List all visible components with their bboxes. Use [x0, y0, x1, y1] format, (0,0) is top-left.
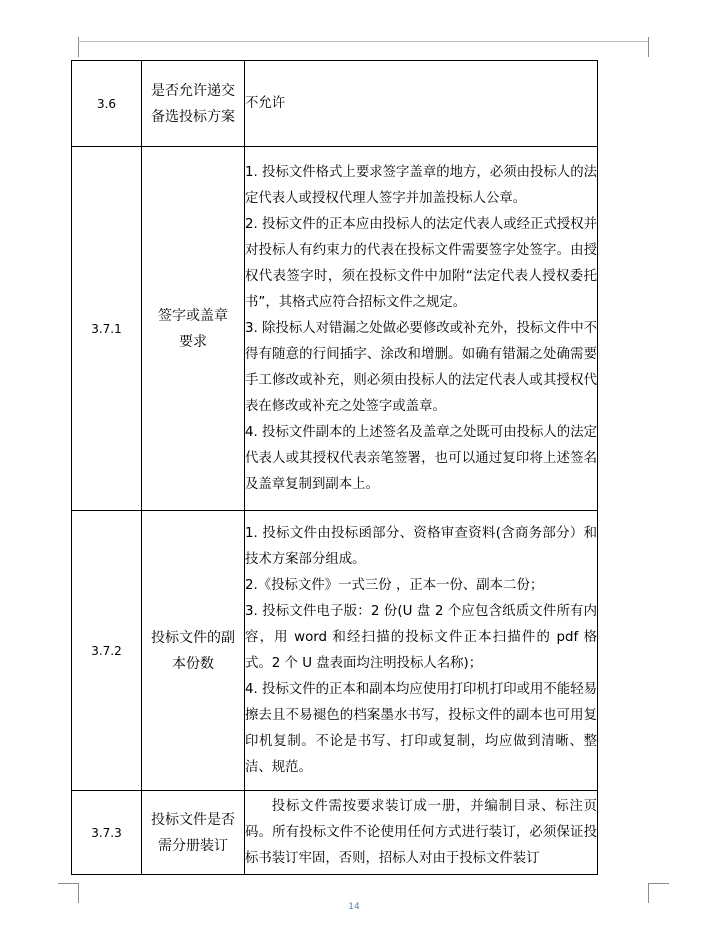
content-paragraph: 2.《投标文件》一式三份 ，正本一份、副本二份； [245, 577, 544, 593]
clause-number: 3.6 [72, 61, 142, 147]
clause-content [245, 791, 598, 875]
content-paragraph: 3. 除投标人对错漏之处做必要修改或补充外，投标文件中不得有随意的行间插字、涂改和增删。如确有错漏之处确需要手工修改或补充，则必须由投标人的法定代表人或其授权代表在修改或补充之处签字或盖章。 [245, 320, 597, 414]
table-row [72, 147, 598, 511]
content-paragraph: 1. 投标文件由投标函部分、资格审查资料(含商务部分）和技术方案部分组成。 [245, 525, 597, 567]
content-paragraph: 不允许 [245, 95, 286, 111]
clause-content [245, 511, 598, 791]
crop-mark-bottom-right-h [649, 883, 669, 884]
page-number: 14 [348, 902, 360, 912]
crop-mark-top-left-v [78, 37, 79, 57]
table-row [72, 511, 598, 791]
content-paragraph: 4. 投标文件副本的上述签名及盖章之处既可由投标人的法定代表人或其授权代表亲笔签署，也可以通过复印将上述签名及盖章复制到副本上。 [245, 424, 597, 492]
clause-content [245, 61, 598, 147]
clause-number: 3.7.2 [72, 511, 142, 791]
clause-title: 是否允许递交备选投标方案 [142, 61, 245, 147]
crop-mark-bottom-right-v [648, 883, 649, 903]
content-paragraph: 1. 投标文件格式上要求签字盖章的地方，必须由投标人的法定代表人或授权代理人签字并加盖投标人公章。 [245, 164, 597, 206]
bid-requirements-table [71, 60, 598, 875]
clause-title: 签字或盖章要求 [142, 147, 245, 511]
clause-title: 投标文件是否需分册装订 [142, 791, 245, 875]
crop-mark-top-right-v [648, 37, 649, 57]
content-paragraph: 投标文件需按要求装订成一册，并编制目录、标注页码。所有投标文件不论使用任何方式进行装订，必须保证投标书装订牢固，否则，招标人对由于投标文件装订 [245, 798, 597, 866]
content-paragraph: 2. 投标文件的正本应由投标人的法定代表人或经正式授权并对投标人有约束力的代表在投标文件需要签字处签字。由授权代表签字时，须在投标文件中加附“法定代表人授权委托书”，其格式应符合招标文件之规定。 [245, 216, 597, 310]
content-paragraph: 3. 投标文件电子版：2 份(U 盘 2 个应包含纸质文件所有内容，用 word 和经扫描的投标文件正本扫描件的 pdf 格式。2 个 U 盘表面均注明投标人名称)； [245, 603, 597, 671]
content-paragraph: 4. 投标文件的正本和副本均应使用打印机打印或用不能轻易擦去且不易褪色的档案墨水书写，投标文件的副本也可用复印机复制。不论是书写、打印或复制，均应做到清晰、整洁、规范。 [245, 681, 597, 775]
clause-number: 3.7.3 [72, 791, 142, 875]
table-row [72, 61, 598, 147]
clause-content [245, 147, 598, 511]
table-row [72, 791, 598, 875]
clause-title: 投标文件的副本份数 [142, 511, 245, 791]
crop-mark-bottom-left-v [78, 883, 79, 903]
clause-number: 3.7.1 [72, 147, 142, 511]
crop-mark-bottom-left-h [58, 883, 78, 884]
header-rule [78, 41, 648, 42]
